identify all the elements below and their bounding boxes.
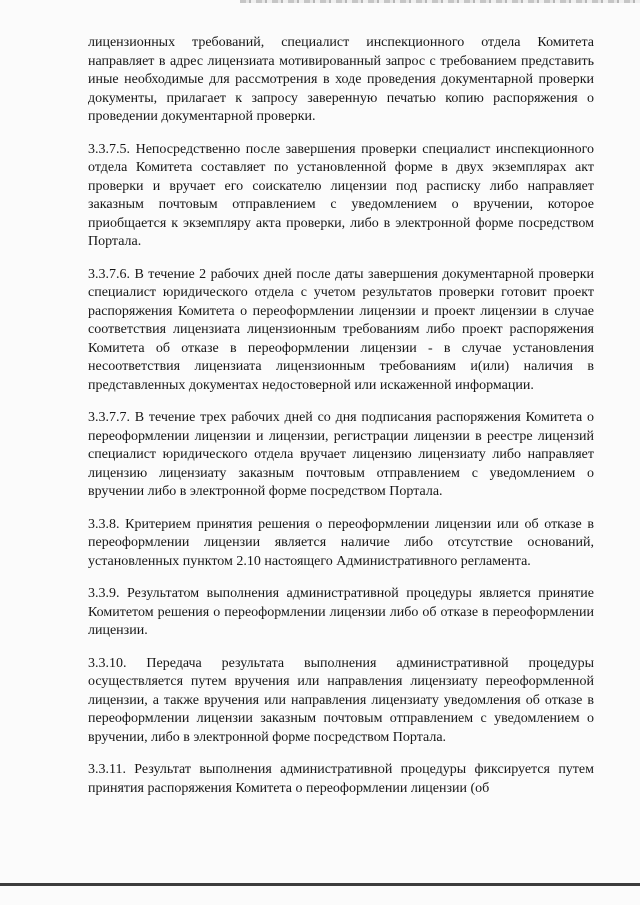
- paragraph-3-3-7-7: 3.3.7.7. В течение трех рабочих дней со дня подписания распоряжения Комитета о переоформлении лицензии и лицензии, регистрации лицензии в реестре лицензий специалист юридического отдела вручает лицензию лицензиату либо направляет лицензию лицензиату заказным почтовым отправлением с уведомлением о вручении либо в электронной форме посредством Портала.: [88, 410, 594, 499]
- paragraph-continuation: лицензионных требований, специалист инспекционного отдела Комитета направляет в адрес лицензиата мотивированный запрос с требованием представить иные необходимые для рассмотрения в ходе проведения документарной проверки документы, прилагает к запросу заверенную печатью копию распоряжения о проведении документарной проверки.: [88, 35, 594, 124]
- paragraph-3-3-10: 3.3.10. Передача результата выполнения административной процедуры осуществляется путем вручения или направления лицензиату переоформленной лицензии, а также вручения или направления лицензиату уведомления об отказе в переоформлении лицензии заказным почтовым отправлением с уведомлением о вручении, либо в электронной форме посредством Портала.: [88, 655, 594, 745]
- paragraph-3-3-9: 3.3.9. Результатом выполнения административной процедуры является принятие Комитетом решения о переоформлении лицензии либо об отказе в переоформлении лицензии.: [88, 586, 594, 638]
- paragraph-3-3-7-6: 3.3.7.6. В течение 2 рабочих дней после даты завершения документарной проверки специалист юридического отдела с учетом результатов проверки готовит проект распоряжения Комитета о переоформлении лицензии и проект лицензии в случае соответствия лицензиата лицензионным требованиям либо проект распоряжения Комитета об отказе в переоформлении лицензии - в случае установления несоответствия лицензиата лицензионным требованиям и(или) наличия в представленных документах недостоверной или искаженной информации.: [88, 266, 594, 393]
- paragraph-3-3-8: 3.3.8. Критерием принятия решения о переоформлении лицензии или об отказе в переоформлении лицензии является наличие либо отсутствие оснований, установленных пунктом 2.10 настоящего Административного регламента.: [88, 516, 594, 569]
- document-body: [88, 34, 594, 798]
- paragraph-3-3-11: 3.3.11. Результат выполнения административной процедуры фиксируется путем принятия распоряжения Комитета о переоформлении лицензии (об: [88, 762, 594, 796]
- paragraph-3-3-7-5: 3.3.7.5. Непосредственно после завершения проверки специалист инспекционного отдела Комитета составляет по установленной форме в двух экземплярах акт проверки и вручает его соискателю лицензии под расписку либо направляет заказным почтовым отправлением с уведомлением о вручении, которое приобщается к экземпляру акта проверки, либо в электронной форме посредством Портала.: [88, 141, 594, 249]
- scan-edge-bottom: [0, 883, 640, 886]
- scan-edge-top: [240, 0, 640, 3]
